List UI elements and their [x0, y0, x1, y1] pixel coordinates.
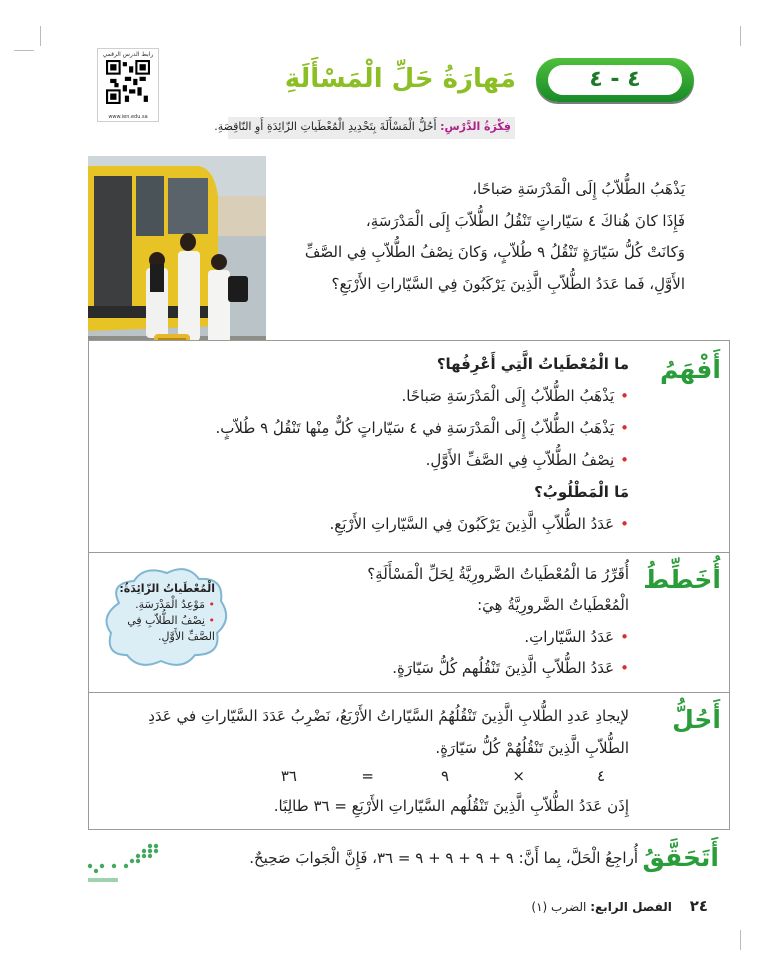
ministry-logo-icon: [80, 840, 170, 884]
solve-line: لإيجادِ عَددِ الطُّلابِ الَّذِينَ تَنْقُلُهُمُ السَّيّاراتُ الأَرْبَعُ، نَضْرِبُ عَدَدَ السَّيّاراتِ في عَدَدِ: [148, 707, 629, 725]
equation-operator: ×: [512, 767, 525, 785]
cloud-text: [103, 581, 215, 645]
plan-item: •عَدَدُ السَّيّاراتِ.: [524, 628, 629, 646]
understand-label: أَفْهَمُ: [659, 355, 721, 384]
bullet-icon: •: [620, 451, 629, 469]
required-question: مَا الْمَطْلُوبُ؟: [534, 483, 629, 501]
solve-line: الطُّلاّبِ الَّذِينَ تَنْقُلُهُمْ كُلُّ سَيّارَةٍ.: [435, 739, 629, 757]
plan-label: أُخَطِّطُ: [643, 565, 721, 594]
plan-question: أُقَرِّرُ مَا الْمُعْطَياتُ الضَّرورِيَّةُ لِحَلِّ الْمَسْأَلَةِ؟: [367, 565, 629, 583]
crop-mark: [740, 930, 741, 950]
crop-mark: [740, 26, 741, 46]
bullet-icon: •: [620, 628, 629, 646]
plan-item: •عَدَدُ الطُّلاّبِ الَّذِينَ تَنْقُلُهم كُلُّ سَيّارَةٍ.: [392, 659, 629, 677]
equation-a: ٤: [596, 767, 605, 785]
plan-intro: الْمُعْطَياتُ الضَّرورِيَّةُ هِيَ:: [477, 596, 629, 614]
solve-section: [88, 692, 730, 830]
crop-mark: [14, 50, 34, 51]
lesson-idea-bar: [214, 117, 515, 139]
equation-equals: =: [361, 767, 374, 785]
qr-caption: رابط الدرس الرقمي: [102, 51, 154, 58]
lesson-number-badge: [536, 58, 694, 102]
footer-chapter: الفصل الرابع:: [590, 900, 672, 914]
understand-section: [88, 340, 730, 553]
cloud-title: الْمُعْطَياتُ الزّائِدَةُ:: [119, 582, 215, 595]
check-label: أَتَحَقَّقُ: [642, 843, 719, 872]
solve-conclusion: إِذَن عَدَدُ الطُّلاّبِ الَّذِينَ تَنْقُلُهم السَّيّاراتِ الأَرْبَعِ = ٣٦ طالِبًا.: [273, 797, 629, 815]
known-question: ما الْمُعْطَياتُ الَّتِي أَعْرِفُها؟: [436, 355, 629, 373]
cloud-item: • مَوْعِدُ الْمَدْرَسَةِ.: [135, 598, 215, 611]
crop-mark: [40, 26, 41, 46]
problem-line: يَذْهَبُ الطُّلاّبُ إِلَى الْمَدْرَسَةِ صَباحًا،: [472, 180, 685, 198]
problem-line: وَكانَتْ كُلُّ سَيّارَةٍ تَنْقُلُ ٩ طُلاّبٍ، وَكانَ نِصْفُ الطُّلاّبِ فِي الصَّفِّ: [304, 243, 685, 261]
page-footer: [531, 897, 708, 915]
problem-line: فَإِذَا كانَ هُناكَ ٤ سَيّاراتٍ تَنْقُلُ الطُّلاّبَ إِلَى الْمَدْرَسَةِ،: [365, 212, 685, 230]
bullet-icon: •: [620, 515, 629, 533]
qr-code-box[interactable]: [97, 48, 159, 122]
bullet-icon: •: [620, 419, 629, 437]
solve-label: أَحُلُّ: [672, 705, 721, 734]
check-text: أُراجِعُ الْحَلَّ، بِما أَنَّ: ٩ + ٩ + ٩ + ٩ = ٣٦، فَإِنَّ الْجَوابَ صَحِيحٌ.: [249, 849, 638, 867]
page-number: ٢٤: [689, 897, 708, 915]
equation-b: ٩: [440, 767, 449, 785]
page-title: مَهارَةُ حَلِّ الْمَسْأَلَةِ: [284, 64, 516, 94]
known-item: •يَذْهَبُ الطُّلاّبُ إِلَى الْمَدْرَسَةِ في ٤ سَيّاراتٍ كُلٌّ مِنْها تَنْقُلُ ٩ طُلاّبٍ.: [215, 419, 629, 437]
equation-result: ٣٦: [280, 767, 297, 785]
plan-section: [88, 552, 730, 693]
cloud-item: • نِصْفُ الطُّلاّبِ فِي الصَّفِّ الأَوَّلِ.: [127, 614, 215, 643]
lesson-idea-label: فِكْرَةُ الدَّرْسِ:: [440, 120, 511, 133]
problem-line: الأَوَّلِ، فَما عَدَدُ الطُّلاّبِ الَّذِينَ يَرْكَبُونَ فِي السَّيّاراتِ الأَرْبَعِ؟: [331, 275, 685, 293]
bullet-icon: •: [620, 659, 629, 677]
qr-code-icon: [106, 60, 150, 104]
lesson-number: ٤ - ٤: [548, 65, 682, 95]
known-item: •نِصْفُ الطُّلاّبِ فِي الصَّفِّ الأَوَّلِ.: [425, 451, 629, 469]
footer-topic: الضرب (١): [531, 900, 587, 914]
known-item: •يَذْهَبُ الطُّلاّبُ إِلَى الْمَدْرَسَةِ صَباحًا.: [401, 387, 629, 405]
qr-url[interactable]: www.ien.edu.sa: [108, 114, 148, 120]
lesson-idea-text: أَحُلُّ الْمَسْأَلَةَ بِتَحْدِيدِ الْمُعْطَياتِ الزّائِدَةِ أَوِ النّاقِصَةِ.: [214, 120, 437, 133]
bullet-icon: •: [620, 387, 629, 405]
required-item: •عَدَدُ الطُّلاّبِ الَّذِينَ يَرْكَبُونَ فِي السَّيّاراتِ الأَرْبَعِ.: [329, 515, 629, 533]
